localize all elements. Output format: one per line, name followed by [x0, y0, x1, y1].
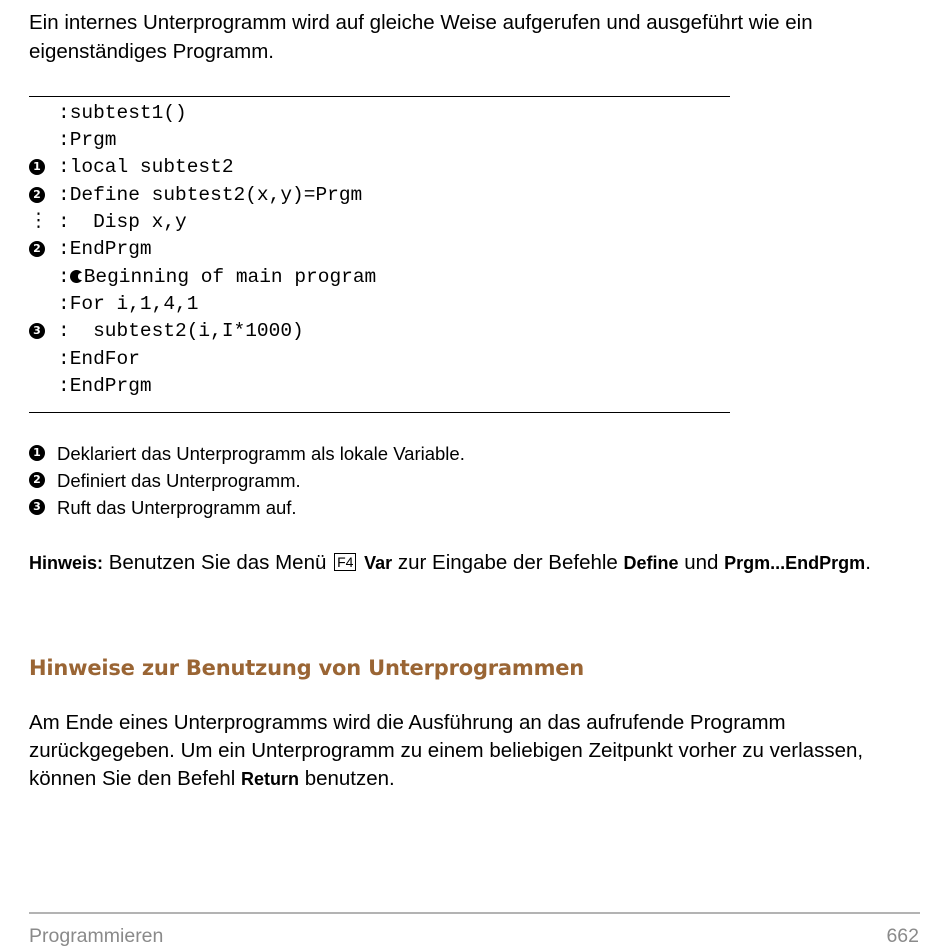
code-line-text: :subtest1()	[58, 102, 187, 124]
callout-note-text: Ruft das Unterprogramm auf.	[57, 497, 297, 518]
intro-paragraph: Ein internes Unterprogramm wird auf gleiche Weise aufgerufen und ausgeführt wie ein eigenständiges Programm.	[29, 11, 813, 63]
code-line-text: :For i,1,4,1	[58, 293, 199, 315]
comment-symbol-icon	[70, 270, 83, 283]
code-line	[29, 154, 729, 181]
hint-text: zur Eingabe der Befehle	[392, 551, 624, 574]
code-line	[29, 373, 729, 400]
code-colon: :	[58, 266, 70, 288]
code-comment-line	[58, 264, 376, 291]
paragraph-text: benutzen.	[299, 767, 395, 790]
command-name: Define	[623, 553, 679, 573]
code-comment-text: Beginning of main program	[83, 266, 377, 288]
page-number: 662	[886, 925, 919, 947]
menu-name: Var	[364, 553, 393, 573]
code-line-text: : subtest2(i,I*1000)	[58, 320, 304, 342]
hint-label: Hinweis:	[29, 553, 104, 573]
callout-note	[29, 440, 829, 467]
command-name: Prgm...EndPrgm	[724, 553, 866, 573]
code-line	[29, 346, 729, 373]
code-line	[29, 236, 729, 263]
code-line	[29, 100, 729, 127]
callout-marker-2: 2	[29, 187, 45, 203]
callout-marker-1: 1	[29, 445, 45, 461]
callout-note	[29, 494, 829, 521]
code-line-text: :EndPrgm	[58, 238, 152, 260]
code-line	[29, 318, 729, 345]
hint-text: .	[865, 551, 871, 574]
code-example-block	[29, 96, 730, 413]
footer-divider	[29, 912, 920, 914]
paragraph-text: Am Ende eines Unterprogramms wird die Ausführung an das aufrufende Programm zurückgegeben. Um ein Unterprogramm zu einem beliebigen Zeitpunkt vorher zu verlassen, können Sie den Befehl	[29, 711, 864, 790]
code-line-text: : Disp x,y	[58, 211, 187, 233]
command-name: Return	[241, 769, 299, 789]
continuation-marker: ⋮	[29, 209, 48, 231]
code-line-text: :EndFor	[58, 348, 140, 370]
code-line	[29, 127, 729, 154]
callout-note	[29, 467, 829, 494]
code-line-text: :Define subtest2(x,y)=Prgm	[58, 184, 363, 206]
callout-note-text: Deklariert das Unterprogramm als lokale Variable.	[57, 443, 465, 464]
f4-key-icon: F4	[334, 553, 356, 571]
callout-marker-3: 3	[29, 323, 45, 339]
callout-marker-1: 1	[29, 159, 45, 175]
callout-note-text: Definiert das Unterprogramm.	[57, 470, 301, 491]
callout-marker-2: 2	[29, 472, 45, 488]
callout-marker-2: 2	[29, 241, 45, 257]
code-line	[29, 291, 729, 318]
section-heading: Hinweise zur Benutzung von Unterprogrammen	[29, 656, 585, 680]
hint-text: und	[678, 551, 725, 574]
callout-marker-3: 3	[29, 499, 45, 515]
footer-chapter-title: Programmieren	[29, 925, 164, 947]
hint-text: Benutzen Sie das Menü	[103, 551, 333, 574]
code-line-text: :local subtest2	[58, 156, 234, 178]
code-line	[29, 182, 729, 209]
section-paragraph	[29, 709, 909, 793]
code-line	[29, 264, 729, 291]
hint-paragraph	[29, 549, 909, 577]
code-line-text: :Prgm	[58, 129, 117, 151]
code-line	[29, 209, 729, 236]
code-line-text: :EndPrgm	[58, 375, 152, 397]
